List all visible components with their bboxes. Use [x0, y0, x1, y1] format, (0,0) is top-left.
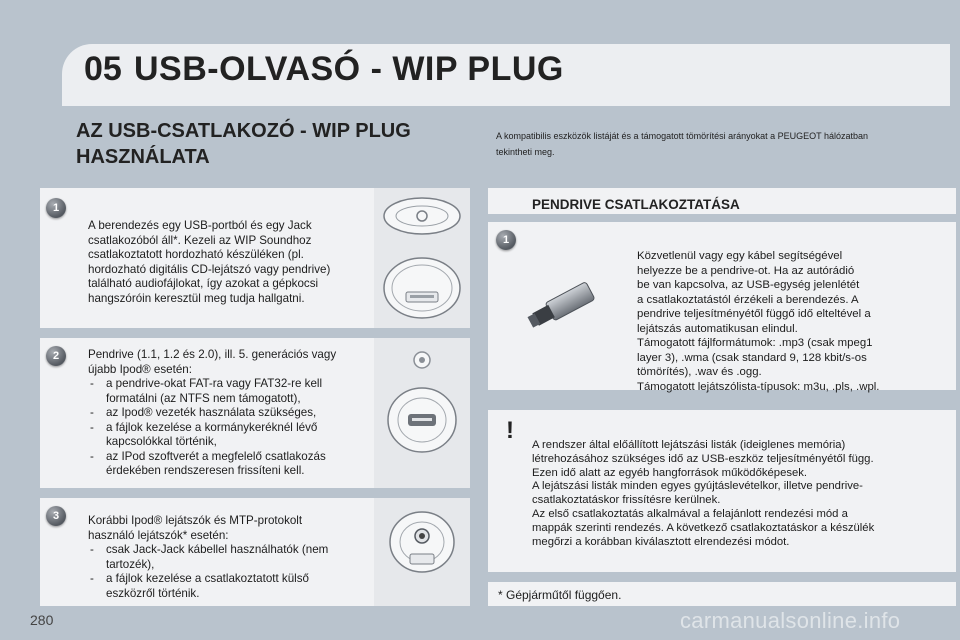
text-line: helyezze be a pendrive-ot. Ha az autórádió: [637, 264, 855, 277]
footnote: * Gépjárműtől függően.: [498, 588, 622, 602]
text-line: pendrive teljesítményétől függő idő elteltével a: [637, 308, 871, 320]
text-line: Közvetlenül vagy egy kábel segítségével: [637, 250, 843, 262]
left-panel-3-image-area: [374, 498, 470, 606]
list-item: [88, 377, 373, 406]
text-line: Pendrive (1.1, 1.2 és 2.0), ill. 5. generációs vagy: [88, 348, 337, 361]
pendrive-text: [637, 249, 947, 394]
usb-socket-illustration: [374, 338, 470, 488]
page-number: 280: [30, 612, 54, 628]
text-line: - a fájlok kezelése a kormánykeréknél lévő: [106, 420, 318, 434]
text-line: A rendszer által előállított lejátszási listák (ideiglenes memória): [532, 439, 846, 451]
text-line: létrehozásához szükséges idő az USB-eszköz teljesítményétől függ.: [532, 452, 874, 465]
exclamation-icon: !: [506, 417, 514, 444]
text-line: - a fájlok kezelése a csatlakoztatott külső: [106, 572, 309, 585]
text-line: be van kapcsolva, az USB-egység jelenlétét: [637, 279, 860, 291]
text-line: hangszóróin keresztül meg tudja hallgatni.: [88, 291, 305, 305]
text-line: megőrzi a korábban kiválasztott elrendezési módot.: [532, 535, 790, 548]
jack-socket-illustration: [374, 498, 470, 606]
chapter-title: USB-OLVASÓ - WIP PLUG: [134, 50, 564, 88]
text-line: csatlakoztatáskor frissítésre kerülnek.: [532, 494, 721, 507]
step-badge-right-1: 1: [496, 230, 516, 250]
text-line: újabb Ipod® esetén:: [88, 362, 192, 376]
chapter-number: 05: [84, 50, 122, 88]
text-line: csatlakoztatott hordozható készüléken (pl.: [88, 248, 304, 261]
list-item: [88, 450, 373, 479]
intro-note-line-1: A kompatibilis eszközök listáját és a támogatott tömörítési arányokat a PEUGEOT hálózatban: [496, 131, 869, 141]
text-line: - az IPod szoftverét a megfelelő csatlakozás: [106, 449, 326, 463]
text-line: layer 3), .wma (csak standard 9, 128 kbit/s-os: [637, 351, 867, 364]
pendrive-illustration-wrap: [518, 275, 608, 335]
text-line: található audiofájlokat, így azokat a gépkocsi: [88, 277, 319, 290]
text-line: érdekében rendszeresen frissíteni kell.: [106, 464, 305, 477]
text-line: mappák szerinti rendezés. A következő csatlakoztatáskor a készülék: [532, 521, 875, 534]
usb-socket-illustration-open: [374, 188, 470, 328]
left-panel-3-text: [88, 514, 373, 601]
text-line: - az Ipod® vezeték használata szükséges,: [106, 406, 317, 419]
text-line: csatlakozóból áll*. Kezeli az WIP Soundhoz: [88, 233, 312, 247]
section-title-line-2: HASZNÁLATA: [76, 146, 210, 168]
step-badge-2: 2: [46, 346, 66, 366]
intro-note: [496, 128, 896, 160]
text-line: - a pendrive-okat FAT-ra vagy FAT32-re kell: [106, 377, 323, 390]
text-line: használó lejátszók* esetén:: [88, 528, 229, 542]
list-item: [88, 406, 373, 421]
left-panel-1-text: [88, 219, 368, 306]
list-item: [88, 421, 373, 450]
text-line: tartozék),: [106, 557, 155, 571]
text-line: formatálni (az NTFS nem támogatott),: [106, 391, 301, 405]
text-line: tömörítés), .wav és .ogg.: [637, 366, 762, 378]
watermark: carmanualsonline.info: [680, 608, 901, 633]
list-item: [88, 572, 373, 601]
text-line: Támogatott fájlformátumok: .mp3 (csak mpeg1: [637, 337, 873, 349]
section-title-line-1: AZ USB-CSATLAKOZÓ - WIP PLUG: [76, 120, 411, 142]
step-badge-1: 1: [46, 198, 66, 218]
text-line: Korábbi Ipod® lejátszók és MTP-protokolt: [88, 514, 303, 527]
section-title: [76, 118, 436, 170]
bullet-list: [88, 377, 373, 479]
text-line: - csak Jack-Jack kábellel használhatók (nem: [106, 543, 329, 556]
text-line: eszközről történik.: [106, 586, 200, 600]
intro-note-line-2: tekintheti meg.: [496, 147, 555, 157]
warning-text: [532, 439, 952, 549]
text-line: Támogatott lejátszólista-típusok: m3u, .pls, .wpl.: [637, 380, 880, 393]
text-line: A berendezés egy USB-portból és egy Jack: [88, 219, 312, 232]
text-line: Az első csatlakoztatás alkalmával a felajánlott rendezési mód a: [532, 507, 848, 520]
text-line: hordozható digitális CD-lejátszó vagy pendrive): [88, 262, 331, 276]
usb-pendrive-illustration: [518, 275, 608, 335]
text-line: kapcsolókkal történik,: [106, 435, 217, 448]
bullet-list: [88, 543, 373, 601]
text-line: lejátszás automatikusan elindul.: [637, 322, 798, 335]
pendrive-section-title: PENDRIVE CSATLAKOZTATÁSA: [532, 197, 740, 212]
left-panel-2-image-area: [374, 338, 470, 488]
text-line: a csatlakoztatástól érzékeli a berendezés. A: [637, 293, 859, 306]
left-panel-2-text: [88, 348, 373, 479]
left-panel-1-image-area: [374, 188, 470, 328]
step-badge-3: 3: [46, 506, 66, 526]
list-item: [88, 543, 373, 572]
warning-icon-wrap: [500, 418, 520, 444]
text-line: Ezen idő alatt az egyéb hangforrások működőképesek.: [532, 466, 808, 479]
text-line: A lejátszási listák minden egyes gyújtáslevételkor, illetve pendrive-: [532, 480, 863, 493]
